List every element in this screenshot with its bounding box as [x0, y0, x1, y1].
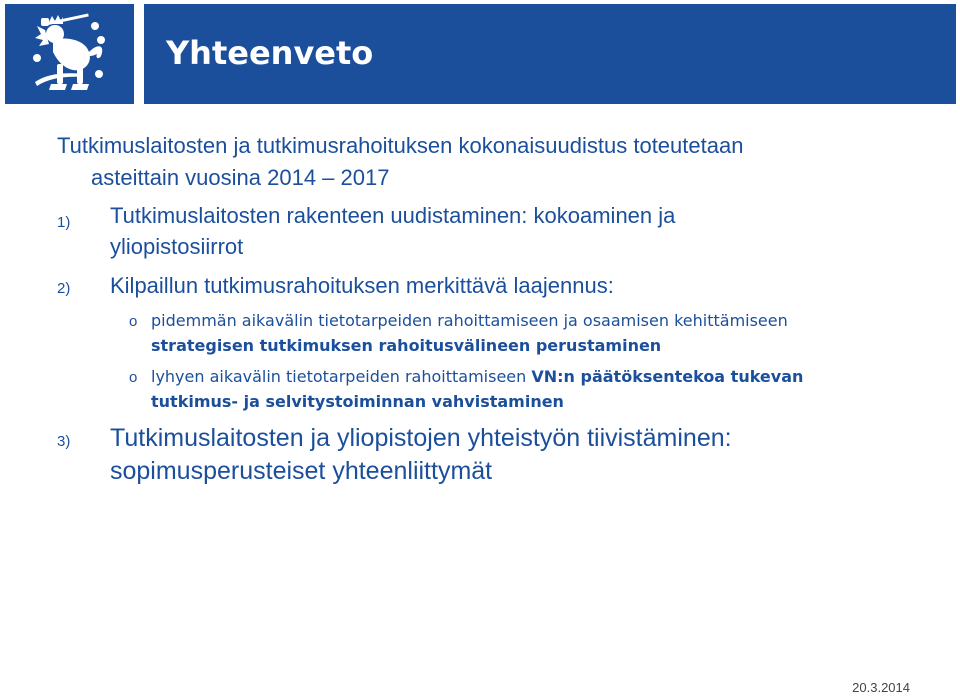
- finnish-lion-coat-of-arms-icon: [27, 12, 113, 98]
- item-number: 3): [57, 433, 71, 450]
- sub-item-text: pidemmän aikavälin tietotarpeiden rahoittamiseen ja osaamisen kehittämiseen: [151, 311, 788, 330]
- page-title: Yhteenveto: [166, 34, 374, 72]
- sub-item-text: lyhyen aikavälin tietotarpeiden rahoittamiseen: [151, 367, 527, 386]
- logo: [5, 4, 134, 104]
- intro-line-2: asteittain vuosina 2014 – 2017: [91, 165, 390, 190]
- list-item: [110, 422, 732, 488]
- sub-item-bold: tutkimus- ja selvitystoiminnan vahvistaminen: [151, 392, 564, 411]
- title-bar: [144, 4, 956, 104]
- item-number: 2): [57, 280, 71, 297]
- list-item: [110, 270, 614, 301]
- item-line: Kilpaillun tutkimusrahoituksen merkittävä laajennus:: [110, 273, 614, 298]
- item-line: Tutkimuslaitosten ja yliopistojen yhteistyön tiivistäminen:: [110, 424, 732, 452]
- sub-item: [151, 364, 931, 414]
- footer-date: 20.3.2014: [852, 680, 910, 695]
- item-line: sopimusperusteiset yhteenliittymät: [110, 457, 493, 485]
- sub-bullet: o: [129, 313, 138, 330]
- item-line: Tutkimuslaitosten rakenteen uudistaminen: kokoaminen ja: [110, 203, 676, 228]
- sub-bullet: o: [129, 369, 138, 386]
- sub-item: [151, 308, 931, 358]
- item-number: 1): [57, 214, 71, 231]
- list-item: [110, 200, 675, 262]
- item-line: yliopistosiirrot: [110, 234, 244, 259]
- sub-item-bold: strategisen tutkimuksen rahoitusvälineen perustaminen: [151, 336, 662, 355]
- intro-text: [57, 130, 917, 194]
- intro-line-1: Tutkimuslaitosten ja tutkimusrahoituksen kokonaisuudistus toteutetaan: [57, 133, 744, 158]
- sub-item-bold-inline: VN:n päätöksentekoa tukevan: [531, 367, 804, 386]
